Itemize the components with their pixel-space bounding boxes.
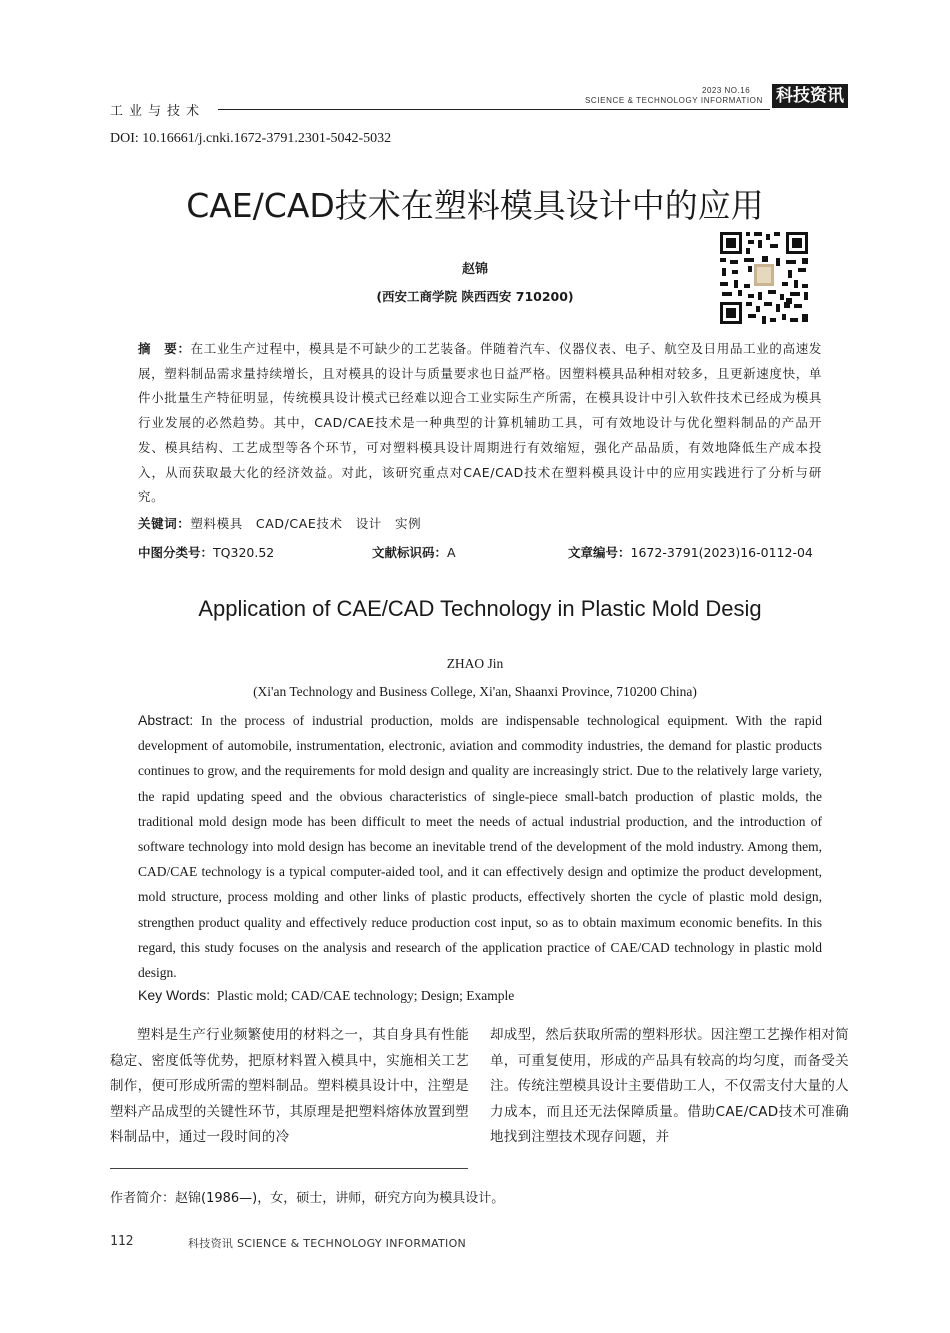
abstract-cn (138, 337, 822, 510)
section-label: 工业与技术 (110, 104, 206, 119)
abstract-en-text: In the process of industrial production, molds are indispensable technological equipment. With the rapid development of automobile, instrumentation, electronic, aviation and commodity industries, the demand for plastic products continues to grow, and the requirements for mold design and quality are increasingly strict. Due to the relatively large variety, the rapid updating speed and the obvious characteristics of single-piece small-batch production of plastic molds, the traditional mold design mode has been difficult to meet the needs of actual industrial production, and the introduction of software technology into mold design has become an inevitable trend of the development of the mold industry. Among them, CAD/CAE technology is a typical computer-aided tool, and it can effectively design and optimize the product development, mold structure, process molding and other links of plastic products, effectively shorten the cycle of plastic mold design, strengthen product quality and effectively reduce production cost input, so as to obtain maximum economic benefits. In this regard, this study focuses on the analysis and research of the application practice of CAE/CAD technology in plastic mold design. (138, 713, 823, 981)
footer-journal: 科技资讯 SCIENCE & TECHNOLOGY INFORMATION (188, 1237, 467, 1250)
keywords-cn-label: 关键词： (138, 516, 191, 531)
clc-value: TQ320.52 (213, 545, 275, 560)
abstract-en-label: Abstract: (138, 712, 194, 728)
issue-number: 2023 NO.16 (702, 86, 751, 95)
doc-code-label: 文献标识码： (372, 545, 448, 560)
author-en: ZHAO Jin (446, 656, 504, 671)
keywords-cn (138, 514, 421, 532)
article-number (568, 543, 813, 561)
author-footnote: 作者简介：赵锦(1986—)，女，硕士，讲师，研究方向为模具设计。 (110, 1191, 505, 1206)
doc-code-value: A (447, 545, 456, 560)
journal-name-en: SCIENCE & TECHNOLOGY INFORMATION (585, 96, 763, 105)
article-label: 文章编号： (568, 545, 631, 560)
affiliation-cn: (西安工商学院 陕西西安 710200) (376, 289, 574, 304)
qr-code (718, 230, 810, 326)
abstract-cn-label: 摘 要： (138, 341, 191, 356)
document-code (372, 543, 456, 561)
abstract-en (138, 708, 822, 985)
journal-badge: 科技资讯 (772, 84, 848, 108)
clc-number (138, 543, 274, 561)
keywords-en-label: Key Words: (138, 987, 211, 1003)
abstract-cn-text: 在工业生产过程中，模具是不可缺少的工艺装备。伴随着汽车、仪器仪表、电子、航空及日用品工业的高速发展，塑料制品需求量持续增长，且对模具的设计与质量要求也日益严格。因塑料模具品种相对较多，且更新速度快，单件小批量生产特征明显，传统模具设计模式已经难以迎合工业实际生产所需，在模具设计中引入软件技术已经成为模具行业发展的必然趋势。其中，CAD/CAE技术是一种典型的计算机辅助工具，可有效地设计与优化塑料制品的产品开发、模具结构、工艺成型等各个环节，可对塑料模具设计周期进行有效缩短，强化产品品质，有效地降低生产成本投入，从而获取最大化的经济效益。对此，该研究重点对CAE/CAD技术在塑料模具设计中的应用实践进行了分析与研究。 (138, 341, 822, 505)
paper-title: CAE/CAD技术在塑料模具设计中的应用 (186, 186, 764, 225)
keywords-cn-text: 塑料模具 CAD/CAE技术 设计 实例 (190, 516, 422, 531)
page-number: 112 (110, 1234, 134, 1249)
footnote-rule (110, 1168, 468, 1169)
article-value: 1672-3791(2023)16-0112-04 (630, 545, 813, 560)
doi: DOI: 10.16661/j.cnki.1672-3791.2301-5042-5032 (110, 131, 392, 146)
affiliation-en: (Xi'an Technology and Business College, Xi'an, Shaanxi Province, 710200 China) (253, 684, 697, 699)
body-column-left: 塑料是生产行业频繁使用的材料之一，其自身具有性能稳定、密度低等优势，把原材料置入模具中，实施相关工艺制作，便可形成所需的塑料制品。塑料模具设计中，注塑是塑料产品成型的关键性环节，其原理是把塑料熔体放置到塑料制品中，通过一段时间的冷 (110, 1027, 469, 1145)
keywords-en (138, 987, 514, 1004)
body-column-right: 却成型，然后获取所需的塑料形状。因注塑工艺操作相对简单，可重复使用，形成的产品具有较高的均匀度，而备受关注。传统注塑模具设计主要借助工人，不仅需支付大量的人力成本，而且还无法保障质量。借助CAE/CAD技术可准确地找到注塑技术现存问题，并 (490, 1027, 849, 1145)
clc-label: 中图分类号： (138, 545, 214, 560)
paper-title-en: Application of CAE/CAD Technology in Plastic Mold Desig (198, 596, 762, 621)
author-cn: 赵锦 (461, 262, 488, 277)
keywords-en-text: Plastic mold; CAD/CAE technology; Design; Example (216, 988, 515, 1003)
header-rule (218, 109, 770, 110)
